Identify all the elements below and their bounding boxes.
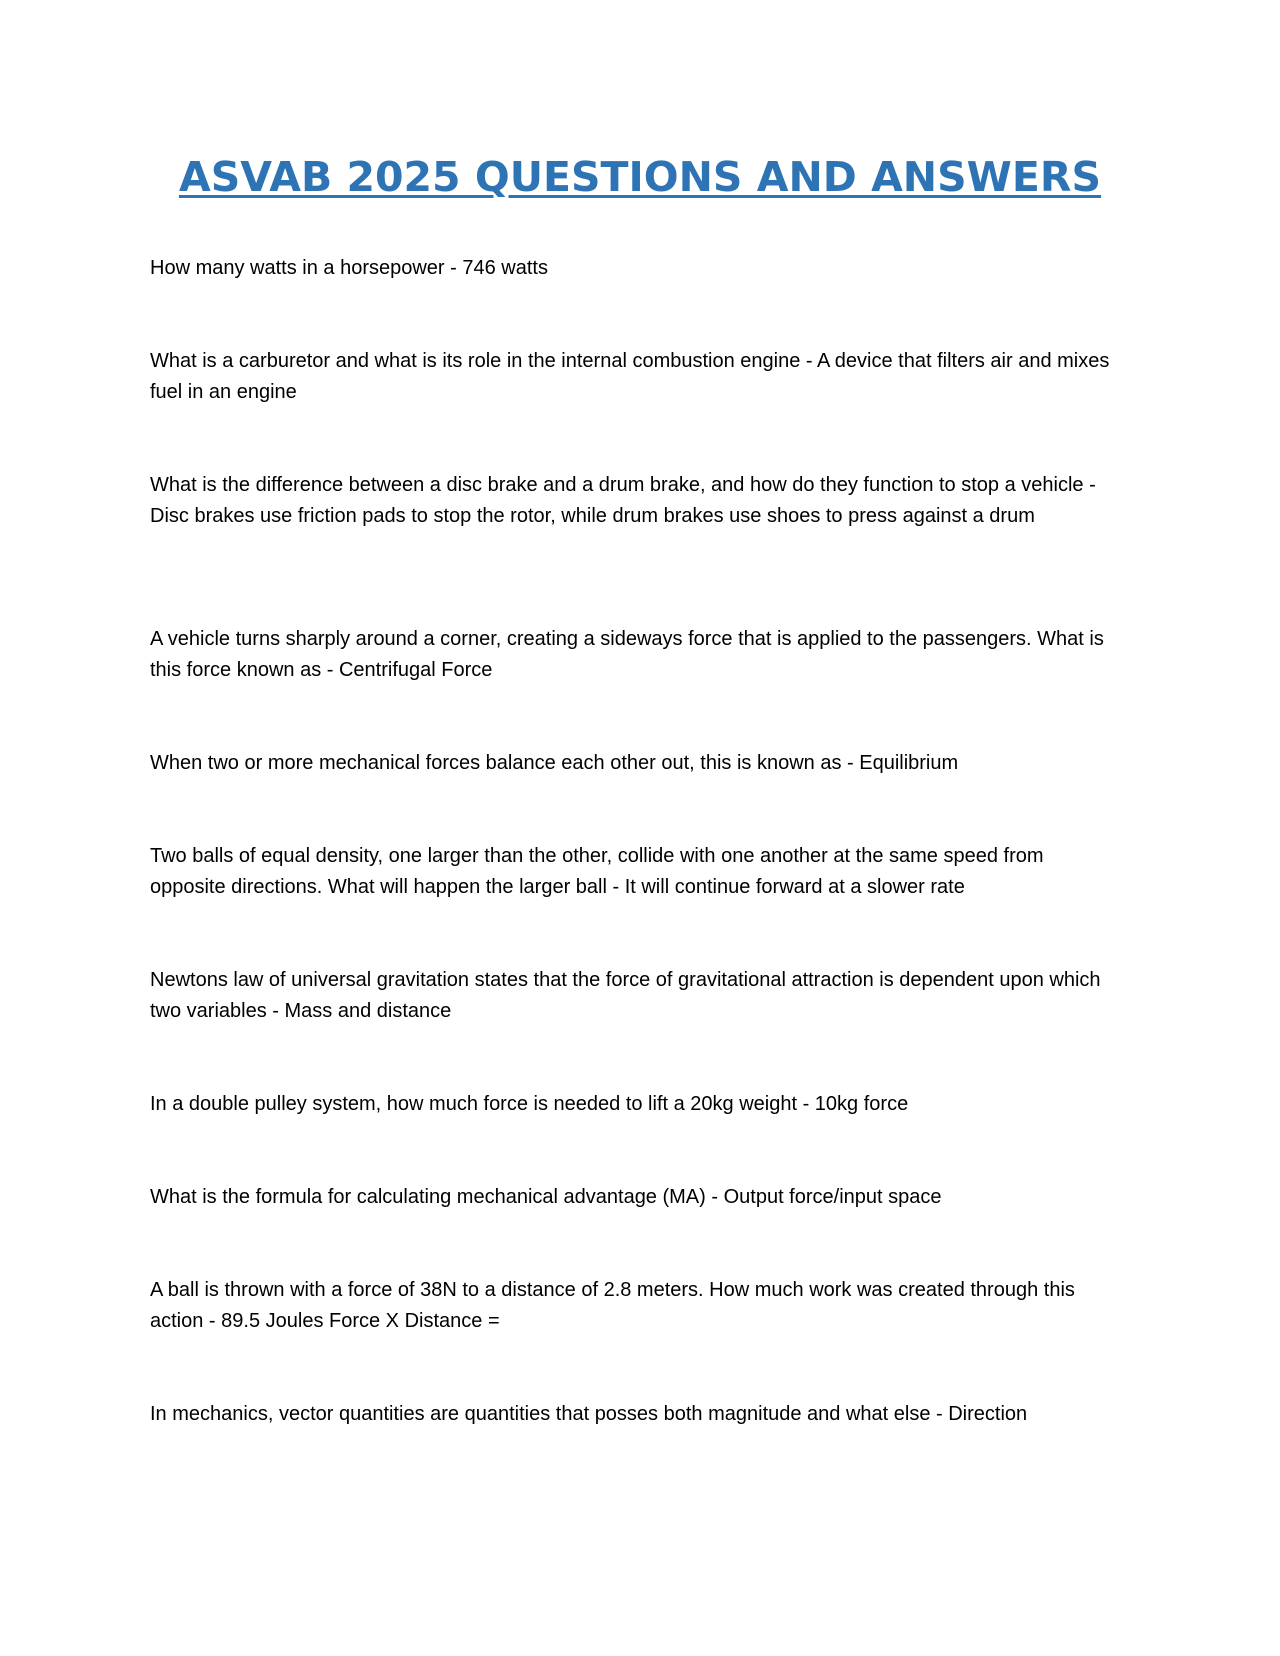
- qa-item: What is the formula for calculating mechanical advantage (MA) - Output force/input space: [150, 1186, 942, 1208]
- qa-item: What is a carburetor and what is its role in the internal combustion engine - A device that filters air and mixes fuel in an engine: [150, 350, 1110, 403]
- qa-item: Newtons law of universal gravitation states that the force of gravitational attraction is dependent upon which two variables - Mass and distance: [150, 969, 1101, 1022]
- qa-item: When two or more mechanical forces balance each other out, this is known as - Equilibrium: [150, 752, 959, 774]
- qa-item: A ball is thrown with a force of 38N to a distance of 2.8 meters. How much work was created through this action - 89.5 Joules Force X Distance =: [150, 1279, 1075, 1332]
- qa-item: What is the difference between a disc brake and a drum brake, and how do they function to stop a vehicle - Disc brakes use friction pads to stop the rotor, while drum brakes use shoes to press against a drum: [150, 474, 1096, 527]
- qa-item: A vehicle turns sharply around a corner, creating a sideways force that is applied to the passengers. What is this force known as - Centrifugal Force: [150, 628, 1104, 681]
- qa-item: How many watts in a horsepower - 746 watts: [150, 257, 548, 279]
- qa-item: Two balls of equal density, one larger than the other, collide with one another at the same speed from opposite directions. What will happen the larger ball - It will continue forward at a slower rate: [150, 845, 1044, 898]
- qa-item: In mechanics, vector quantities are quantities that posses both magnitude and what else - Direction: [150, 1403, 1028, 1425]
- qa-item: In a double pulley system, how much force is needed to lift a 20kg weight - 10kg force: [150, 1093, 909, 1115]
- document-title: ASVAB 2025 QUESTIONS AND ANSWERS: [179, 153, 1101, 201]
